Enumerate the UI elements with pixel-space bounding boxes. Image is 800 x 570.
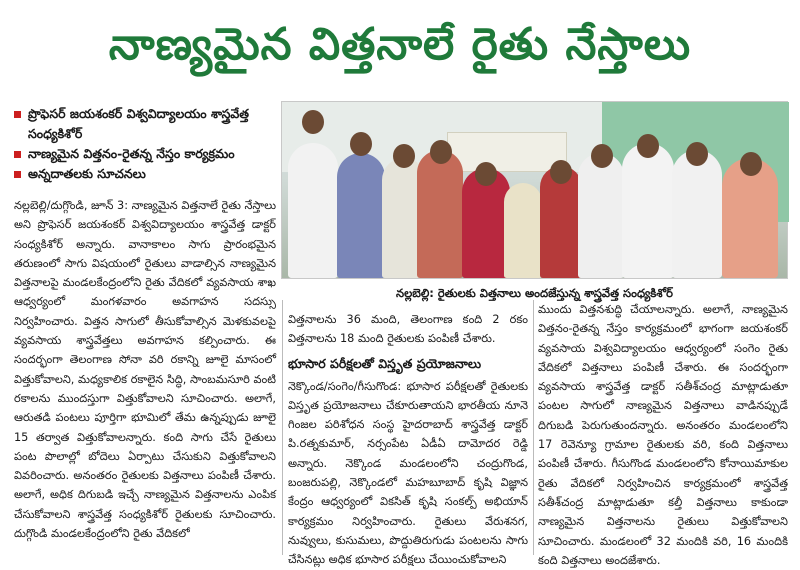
article-paragraph: ముందు విత్తనశుద్ధి చేయాలన్నారు. అలాగే, నాణ్యమైన విత్తనం-రైతన్న నేస్తం కార్యక్రమంలో భాగంగా జయశంకర్ వ్యవసాయ విశ్వవిద్యాలయం ఆధ్వర్యంలో సంగెం రైతు వేదికలో విత్తనాలు పంపిణీ చేశారు. ఈ సందర్భంగా వ్యవసాయ శాస్త్రవేత్త డాక్టర్ సతీశ్‌చంద్ర మాట్లాడుతూ పంటల సాగులో నాణ్యమైన విత్తనాలు వాడినప్పుడే దిగుబడి పెరుగుతుందన్నారు. అనంతరం మండలంలోని 17 రెవెన్యూ గ్రామాల రైతులకు వరి, కంది విత్తనాలు పంపిణీ చేశారు. గీసుగొండ మండలంలోని కోనాయిమాకుల రైతు వేదికలో నిర్వహించిన కార్యక్రమంలో శాస్త్రవేత్త సతీశ్‌చంద్ర మాట్లాడుతూ కల్తీ విత్తనాలు కాకుండా నాణ్యమైన విత్తనాలను రైతులు విత్తుకోవాలని సూచించారు. మండలంలో 32 మందికి వరి, 16 మందికి కంది విత్తనాలు అందజేశారు. <box>538 303 788 567</box>
bullet-square-icon <box>14 151 21 158</box>
photo-person <box>504 183 542 278</box>
article-paragraph: విత్తనాలను 36 మంది, తెలంగాణ కంది 2 రకం విత్తనాలను 18 మంది రైతులకు పంపిణీ చేశారు. <box>288 313 528 346</box>
photo-person <box>337 153 385 278</box>
article-column-3 <box>538 300 788 567</box>
photo-person-head <box>637 134 659 158</box>
photo-person <box>622 143 674 278</box>
photo-person-head <box>350 132 372 156</box>
photo-banner <box>447 132 567 172</box>
photo-caption: నల్లబెల్లి: రైతులకు విత్తనాలు అందజేస్తున్న శాస్త్రవేత్త సంధ్యకిశోర్ <box>396 286 673 300</box>
photo-person-head <box>550 160 572 184</box>
bullet-square-icon <box>14 111 21 118</box>
photo-person-head <box>686 142 708 166</box>
highlight-text: ప్రొఫెసర్ జయశంకర్ విశ్వవిద్యాలయం శాస్త్రవేత్త సంధ్యకిశోర్ <box>28 106 250 141</box>
highlight-text: నాణ్యమైన విత్తనం-రైతన్న నేస్తం కార్యక్రమం <box>28 146 235 161</box>
headline: నాణ్యమైన విత్తనాలే రైతు నేస్తాలు <box>108 19 692 70</box>
article-paragraph: నెక్కొండ/సంగెం/గీసుగొండ: భూసార పరీక్షలతో రైతులకు విస్తృత ప్రయోజనాలు చేకూరుతాయని భారతీయ నూనె గింజల పరిశోధన సంస్థ హైదరాబాద్ శాస్త్రవేత్త డాక్టర్ పి.రత్నకుమార్, నర్సంపేట ఏడీఏ దామోదర రెడ్డి అన్నారు. నెక్కొండ మండలంలోని చంద్రుగొండ, బంజరుపల్లి, నెక్కొండలో మహబూబాద్ కృషి విజ్ఞాన కేంద్రం ఆధ్వర్యంలో వికసిత్ కృషి సంకల్ప్ అభియాన్ కార్యక్రమం నిర్వహించారు. రైతులు వేరుశనగ, నువ్వులు, కుసుమలు, పొద్దుతిరుగుడు పంటలను సాగు చేసినట్లు అధిక భూసార పరీక్షలు చేయించుకోవాలని <box>288 379 528 567</box>
highlight-item <box>14 144 276 164</box>
photo-person-head <box>475 162 497 186</box>
article-column-1 <box>14 196 276 554</box>
column-divider <box>282 300 283 555</box>
bullet-square-icon <box>14 171 21 178</box>
article-column-2 <box>288 310 528 567</box>
news-photo <box>281 101 788 279</box>
photo-person-head <box>393 144 415 168</box>
photo-person-head <box>430 140 452 164</box>
photo-person <box>417 150 463 278</box>
photo-person <box>672 150 722 278</box>
photo-person-head <box>740 152 762 176</box>
article-paragraph: నల్లబెల్లి/దుగ్గొండి, జూన్ 3: నాణ్యమైన విత్తనాలే రైతు నేస్తాలు అని ప్రొఫెసర్ జయశంకర్ విశ్వవిద్యాలయం శాస్త్రవేత్త డాక్టర్ సంధ్యకిశోర్ అన్నారు. వానాకాలం సాగు ప్రారంభమైన తరుణంలో సాగు విషయంలో రైతులు వాడాల్సిన నాణ్యమైన విత్తనాలపై మండలకేంద్రంలోని రైతు వేదికలో వ్యవసాయ శాఖ ఆధ్వర్యంలో మంగళవారం అవగాహన సదస్సు నిర్వహించారు. విత్తన సాగులో తీసుకోవాల్సిన మెళకువలపై వ్యవసాయ శాస్త్రవేత్తలు అవగాహన కల్పించారు. ఈ సందర్భంగా తెలంగాణ సోనా వరి రకాన్ని జూలై మాసంలో విత్తుకోవాలని, మధ్యకాలిక రకాలైన సిద్ధి, సాంబమసూరి వంటి రకాలను ముందస్తుగా విత్తుకోవాలని సూచించారు. అలాగే, ఆరుతడి పంటలు పూర్తిగా భూమిలో తేమ ఉన్నప్పుడు జూలై 15 తర్వాత విత్తుకోవాలన్నారు. కంది సాగు చేసే రైతులు పంట పొలాల్లో బోదెలు ఏర్పాటు చేసుకుని విత్తుకోవాలని వివరించారు. అనంతరం రైతులకు విత్తనాలు పంపిణీ చేశారు. అలాగే, అధిక దిగుబడి ఇచ్చే నాణ్యమైన విత్తనాలను ఎంపిక చేసుకోవాలని శాస్త్రవేత్త సంధ్యకిశోర్ రైతులకు సూచించారు. దుగ్గొండి మండలకేంద్రంలోని రైతు వేదికలో <box>14 199 276 541</box>
photo-person-head <box>302 110 324 134</box>
photo-person <box>578 153 624 278</box>
photo-person <box>722 158 778 278</box>
highlight-item <box>14 104 276 144</box>
photo-person <box>288 143 338 278</box>
highlight-text: అన్నదాతలకు సూచనలు <box>28 166 146 181</box>
article-subheading: భూసార పరీక్షలతో విస్తృత ప్రయోజనాలు <box>288 355 482 371</box>
photo-person-head <box>591 144 613 168</box>
highlights-list <box>14 104 276 184</box>
highlight-item <box>14 164 276 184</box>
column-divider <box>533 300 534 555</box>
